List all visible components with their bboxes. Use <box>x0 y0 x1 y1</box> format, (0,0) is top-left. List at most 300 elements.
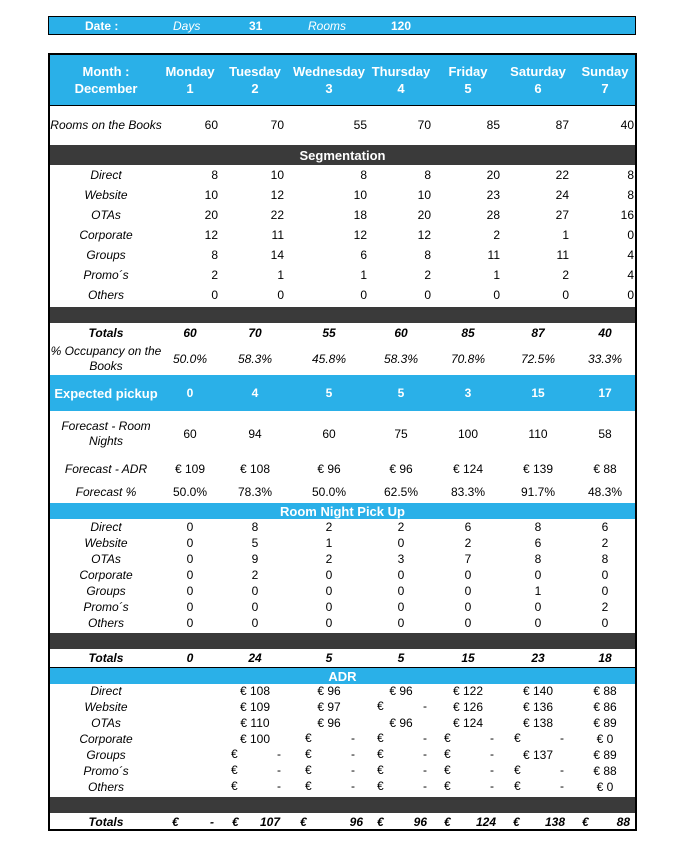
adr-row <box>50 731 635 747</box>
table-cell: € 100 <box>239 732 271 746</box>
table-cell: 100 <box>457 427 479 441</box>
table-cell: 28 <box>486 208 500 222</box>
table-cell: 0 <box>464 600 472 614</box>
table-cell: 6 <box>601 520 609 534</box>
row-label: Corporate <box>79 731 133 746</box>
table-cell: € 108 <box>239 684 271 698</box>
row-label: OTAs <box>91 551 121 566</box>
table-cell: 23 <box>486 188 500 202</box>
table-cell: 0 <box>397 600 405 614</box>
row-label: Direct <box>90 683 122 698</box>
table-cell: 60 <box>204 118 218 132</box>
table-cell: 5 <box>325 386 333 400</box>
table-cell: 0 <box>251 584 259 598</box>
table-cell: 11 <box>271 228 284 242</box>
table-cell: € - <box>444 747 494 761</box>
table-cell: 18 <box>353 208 367 222</box>
table-cell: 0 <box>186 536 194 550</box>
table-cell: 2 <box>424 268 431 282</box>
row-label: Totals <box>88 814 124 829</box>
table-cell: 0 <box>251 616 259 630</box>
table-cell: 8 <box>211 248 218 262</box>
segmentation-row <box>50 185 635 205</box>
segmentation-row <box>50 285 635 305</box>
table-cell: € 122 <box>452 684 484 698</box>
table-cell: € 124 <box>452 462 484 476</box>
table-cell: 85 <box>486 118 500 132</box>
table-cell: € 88 <box>582 815 630 829</box>
table-cell: 72.5% <box>520 352 556 366</box>
table-cell: € 0 <box>596 732 614 746</box>
table-cell: 23 <box>531 651 545 665</box>
rn-pickup-row <box>50 567 635 583</box>
table-cell: 40 <box>620 118 634 132</box>
day-header-6 <box>505 55 571 105</box>
table-cell: 18 <box>598 651 612 665</box>
table-cell: € - <box>444 731 494 745</box>
day-number: 4 <box>397 81 405 96</box>
table-cell: 8 <box>627 188 634 202</box>
table-cell: 50.0% <box>172 485 208 499</box>
table-cell: € 88 <box>593 462 617 476</box>
day-number: 7 <box>601 81 609 96</box>
table-cell: 17 <box>598 386 612 400</box>
day-header-1 <box>157 55 223 105</box>
day-number: 6 <box>534 81 542 96</box>
table-cell: 55 <box>353 118 367 132</box>
table-cell: 91.7% <box>520 485 556 499</box>
segmentation-row <box>50 165 635 185</box>
table-cell: 0 <box>534 568 542 582</box>
days-label: Days <box>173 19 201 33</box>
table-cell: 2 <box>251 568 259 582</box>
table-cell: € 86 <box>593 700 617 714</box>
table-cell: € - <box>514 763 564 777</box>
table-cell: € 97 <box>317 700 341 714</box>
table-cell: 0 <box>627 228 634 242</box>
days-value: 31 <box>249 19 263 33</box>
adr-row <box>50 715 635 731</box>
section-title: Room Night Pick Up <box>280 503 405 519</box>
table-cell: 1 <box>493 268 500 282</box>
table-cell: 62.5% <box>383 485 419 499</box>
totals-row <box>50 813 635 831</box>
table-cell: € - <box>231 763 281 777</box>
table-cell: 5 <box>397 386 405 400</box>
table-cell: € 96 <box>389 684 413 698</box>
table-cell: 0 <box>211 288 218 302</box>
table-cell: € - <box>514 779 564 793</box>
table-cell: € 96 <box>389 716 413 730</box>
table-cell: € - <box>514 731 564 745</box>
day-name: Friday <box>448 64 488 79</box>
table-cell: 94 <box>248 427 262 441</box>
rn-pickup-row <box>50 551 635 567</box>
table-cell: € 96 <box>377 815 427 829</box>
table-cell: 1 <box>277 268 284 282</box>
table-cell: € 126 <box>452 700 484 714</box>
table-cell: € 138 <box>522 716 554 730</box>
row-label: Totals <box>88 325 124 340</box>
spacer-bar <box>50 797 635 813</box>
row-label: Rooms on the Books <box>50 117 162 132</box>
table-cell: 3 <box>464 386 472 400</box>
table-cell: 0 <box>464 616 472 630</box>
table-cell: 0 <box>397 616 405 630</box>
table-cell: 12 <box>270 188 284 202</box>
table-cell: € 109 <box>174 462 206 476</box>
day-name: Thursday <box>371 64 431 79</box>
table-cell: € 110 <box>240 716 270 730</box>
rooms-on-books-row <box>50 105 635 146</box>
day-header-3 <box>293 55 366 105</box>
forecast-table <box>48 53 637 831</box>
table-cell: 60 <box>394 326 408 340</box>
table-cell: 0 <box>186 651 194 665</box>
row-label: Promo´s <box>83 599 129 614</box>
table-cell: 78.3% <box>237 485 273 499</box>
month-name: December <box>74 81 138 96</box>
adr-row <box>50 683 635 699</box>
row-label: Others <box>87 615 124 630</box>
table-cell: 20 <box>486 168 500 182</box>
table-cell: 10 <box>417 188 431 202</box>
table-cell: 0 <box>186 520 194 534</box>
table-cell: € - <box>231 747 281 761</box>
table-cell: 70 <box>270 118 284 132</box>
table-cell: 10 <box>353 188 367 202</box>
table-cell: 5 <box>251 536 259 550</box>
table-cell: 87 <box>555 118 569 132</box>
adr-row <box>50 747 635 763</box>
table-cell: 0 <box>562 288 569 302</box>
rn-pickup-row <box>50 583 635 599</box>
table-cell: 12 <box>353 228 367 242</box>
table-cell: 8 <box>251 520 259 534</box>
table-cell: 55 <box>322 326 336 340</box>
row-label: Expected pickup <box>54 385 158 401</box>
table-cell: € - <box>377 763 427 777</box>
table-cell: € 137 <box>522 748 554 762</box>
day-header-7 <box>572 55 638 105</box>
day-name: Sunday <box>581 64 629 79</box>
table-cell: 0 <box>186 386 194 400</box>
table-cell: € 138 <box>513 815 565 829</box>
table-cell: 0 <box>464 568 472 582</box>
table-cell: 0 <box>325 616 333 630</box>
day-number: 5 <box>464 81 472 96</box>
table-cell: 58 <box>598 427 612 441</box>
table-cell: 8 <box>534 520 542 534</box>
table-cell: 1 <box>325 536 333 550</box>
table-cell: € 96 <box>317 716 341 730</box>
table-cell: 58.3% <box>237 352 273 366</box>
table-cell: € - <box>305 779 355 793</box>
table-cell: 10 <box>204 188 218 202</box>
table-cell: 8 <box>627 168 634 182</box>
table-cell: 2 <box>325 552 333 566</box>
row-label: Forecast - Room Nights <box>61 419 151 448</box>
table-cell: 0 <box>493 288 500 302</box>
table-cell: 8 <box>534 552 542 566</box>
table-cell: € - <box>377 747 427 761</box>
table-cell: 0 <box>397 536 405 550</box>
table-cell: 58.3% <box>383 352 419 366</box>
day-name: Monday <box>165 64 215 79</box>
table-cell: 70.8% <box>450 352 486 366</box>
table-cell: 10 <box>270 168 284 182</box>
segmentation-row <box>50 225 635 245</box>
table-cell: 0 <box>464 584 472 598</box>
table-cell: 2 <box>464 536 472 550</box>
segmentation-row <box>50 245 635 265</box>
table-cell: 11 <box>487 248 500 262</box>
row-label: Totals <box>88 650 124 665</box>
table-cell: € 96 <box>317 684 341 698</box>
table-cell: 0 <box>277 288 284 302</box>
table-cell: € 124 <box>444 815 496 829</box>
date-bar <box>48 16 636 35</box>
row-label: % Occupancy on the Books <box>50 344 162 373</box>
table-cell: 110 <box>528 427 548 441</box>
table-cell: € - <box>305 731 355 745</box>
adr-row <box>50 779 635 795</box>
table-cell: 8 <box>601 552 609 566</box>
expected-pickup-row <box>50 375 635 411</box>
table-cell: 0 <box>325 568 333 582</box>
table-cell: 0 <box>601 568 609 582</box>
table-cell: 12 <box>417 228 431 242</box>
table-cell: 0 <box>325 600 333 614</box>
day-name: Tuesday <box>229 64 281 79</box>
table-cell: 27 <box>555 208 569 222</box>
day-header-4 <box>368 55 434 105</box>
table-cell: € 96 <box>300 815 363 829</box>
table-cell: 5 <box>325 651 333 665</box>
table-cell: 2 <box>493 228 500 242</box>
row-label: Groups <box>86 747 126 762</box>
table-cell: € - <box>377 699 427 713</box>
segmentation-row <box>50 265 635 285</box>
table-cell: 15 <box>531 386 545 400</box>
table-cell: 48.3% <box>587 485 623 499</box>
table-cell: 0 <box>186 584 194 598</box>
row-label: OTAs <box>91 715 121 730</box>
table-cell: € 136 <box>522 700 554 714</box>
table-cell: 70 <box>417 118 431 132</box>
forecast-pct-row <box>50 481 635 504</box>
forecast-room-nights-row <box>50 411 635 457</box>
row-label: Website <box>84 699 128 714</box>
table-cell: 0 <box>534 600 542 614</box>
table-cell: € 89 <box>593 716 617 730</box>
table-cell: € 109 <box>239 700 271 714</box>
row-label: Forecast - ADR <box>64 461 148 476</box>
table-cell: 3 <box>397 552 405 566</box>
table-cell: 11 <box>556 248 569 262</box>
table-cell: 45.8% <box>311 352 347 366</box>
row-label: Groups <box>86 247 126 262</box>
row-label: Direct <box>90 167 122 182</box>
table-cell: 24 <box>248 651 262 665</box>
occupancy-row <box>50 343 635 376</box>
table-cell: € 139 <box>522 462 554 476</box>
table-cell: 0 <box>186 600 194 614</box>
table-cell: € - <box>305 747 355 761</box>
table-cell: 8 <box>424 168 431 182</box>
day-name: Wednesday <box>293 64 366 79</box>
forecast-adr-row <box>50 457 635 481</box>
table-cell: € - <box>305 763 355 777</box>
rooms-value: 120 <box>391 19 412 33</box>
table-cell: 40 <box>598 326 612 340</box>
table-cell: 60 <box>183 427 197 441</box>
table-cell: 15 <box>461 651 475 665</box>
table-cell: € 0 <box>596 780 614 794</box>
table-cell: 1 <box>360 268 367 282</box>
table-cell: 5 <box>397 651 405 665</box>
table-cell: 6 <box>360 248 367 262</box>
table-cell: 1 <box>534 584 542 598</box>
date-label: Date : <box>85 19 119 33</box>
table-cell: 6 <box>464 520 472 534</box>
row-label: Direct <box>90 519 122 534</box>
totals-row <box>50 649 635 667</box>
day-number: 2 <box>251 81 259 96</box>
table-cell: € 89 <box>593 748 617 762</box>
spacer-bar <box>50 633 635 649</box>
segmentation-row <box>50 205 635 225</box>
spacer-bar <box>50 307 635 323</box>
table-cell: 4 <box>251 386 259 400</box>
table-cell: 0 <box>424 288 431 302</box>
day-name: Saturday <box>510 64 566 79</box>
table-cell: 8 <box>424 248 431 262</box>
table-cell: 0 <box>360 288 367 302</box>
table-cell: 12 <box>204 228 218 242</box>
row-label: Groups <box>86 583 126 598</box>
row-label: Others <box>87 287 124 302</box>
table-cell: 22 <box>555 168 569 182</box>
table-cell: 60 <box>183 326 197 340</box>
rn-pickup-row <box>50 615 635 631</box>
table-cell: 2 <box>601 600 609 614</box>
adr-header <box>50 667 635 684</box>
table-cell: 24 <box>555 188 569 202</box>
row-label: OTAs <box>91 207 121 222</box>
totals-row <box>50 323 635 343</box>
row-label: Website <box>84 535 128 550</box>
table-cell: € - <box>377 779 427 793</box>
table-cell: 0 <box>186 616 194 630</box>
table-cell: € 96 <box>389 462 413 476</box>
table-cell: 87 <box>531 326 545 340</box>
row-label: Promo´s <box>83 267 129 282</box>
table-cell: € - <box>377 731 427 745</box>
table-cell: 8 <box>360 168 367 182</box>
table-cell: 1 <box>562 228 569 242</box>
table-cell: € - <box>172 815 214 829</box>
table-cell: 22 <box>270 208 284 222</box>
table-cell: 2 <box>211 268 218 282</box>
table-cell: 83.3% <box>450 485 486 499</box>
section-title: ADR <box>328 668 357 684</box>
table-cell: 0 <box>397 584 405 598</box>
table-cell: 4 <box>627 248 634 262</box>
table-cell: 70 <box>248 326 262 340</box>
table-cell: 2 <box>325 520 333 534</box>
row-label: Promo´s <box>83 763 129 778</box>
adr-row <box>50 763 635 779</box>
table-cell: 50.0% <box>172 352 208 366</box>
table-cell: 9 <box>251 552 259 566</box>
table-cell: 6 <box>534 536 542 550</box>
table-cell: 50.0% <box>311 485 347 499</box>
table-cell: 0 <box>627 288 634 302</box>
rn-pickup-header <box>50 503 635 519</box>
table-cell: 8 <box>211 168 218 182</box>
day-header-5 <box>435 55 501 105</box>
table-cell: 2 <box>562 268 569 282</box>
table-header <box>50 55 635 106</box>
rn-pickup-row <box>50 535 635 551</box>
day-number: 1 <box>186 81 194 96</box>
day-number: 3 <box>325 81 333 96</box>
row-label: Forecast % <box>75 484 137 499</box>
table-cell: € 88 <box>593 764 617 778</box>
section-title: Segmentation <box>299 147 386 163</box>
row-label: Corporate <box>79 227 133 242</box>
table-cell: 20 <box>417 208 431 222</box>
table-cell: € 108 <box>239 462 271 476</box>
rn-pickup-row <box>50 599 635 615</box>
table-cell: € 107 <box>232 815 280 829</box>
table-cell: 33.3% <box>587 352 623 366</box>
table-cell: 0 <box>186 552 194 566</box>
table-cell: 85 <box>461 326 475 340</box>
row-label: Corporate <box>79 567 133 582</box>
day-header-2 <box>222 55 288 105</box>
table-cell: 0 <box>186 568 194 582</box>
rooms-label: Rooms <box>308 19 347 33</box>
rn-pickup-row <box>50 519 635 535</box>
table-cell: 0 <box>251 600 259 614</box>
table-cell: € - <box>444 763 494 777</box>
table-cell: € - <box>444 779 494 793</box>
table-cell: 2 <box>397 520 405 534</box>
table-cell: € 88 <box>593 684 617 698</box>
table-cell: 14 <box>270 248 284 262</box>
row-label: Website <box>84 187 128 202</box>
table-cell: € - <box>231 779 281 793</box>
table-cell: 2 <box>601 536 609 550</box>
table-cell: 60 <box>322 427 336 441</box>
segmentation-header <box>50 145 635 165</box>
table-cell: 20 <box>204 208 218 222</box>
table-cell: € 124 <box>452 716 484 730</box>
table-cell: 0 <box>601 584 609 598</box>
table-cell: € 140 <box>522 684 554 698</box>
row-label: Others <box>87 779 124 794</box>
table-cell: 75 <box>394 427 408 441</box>
table-cell: 0 <box>534 616 542 630</box>
table-cell: 7 <box>464 552 472 566</box>
table-cell: 0 <box>397 568 405 582</box>
table-cell: 16 <box>620 208 634 222</box>
adr-row <box>50 699 635 715</box>
table-cell: 4 <box>627 268 634 282</box>
table-cell: € 96 <box>317 462 341 476</box>
